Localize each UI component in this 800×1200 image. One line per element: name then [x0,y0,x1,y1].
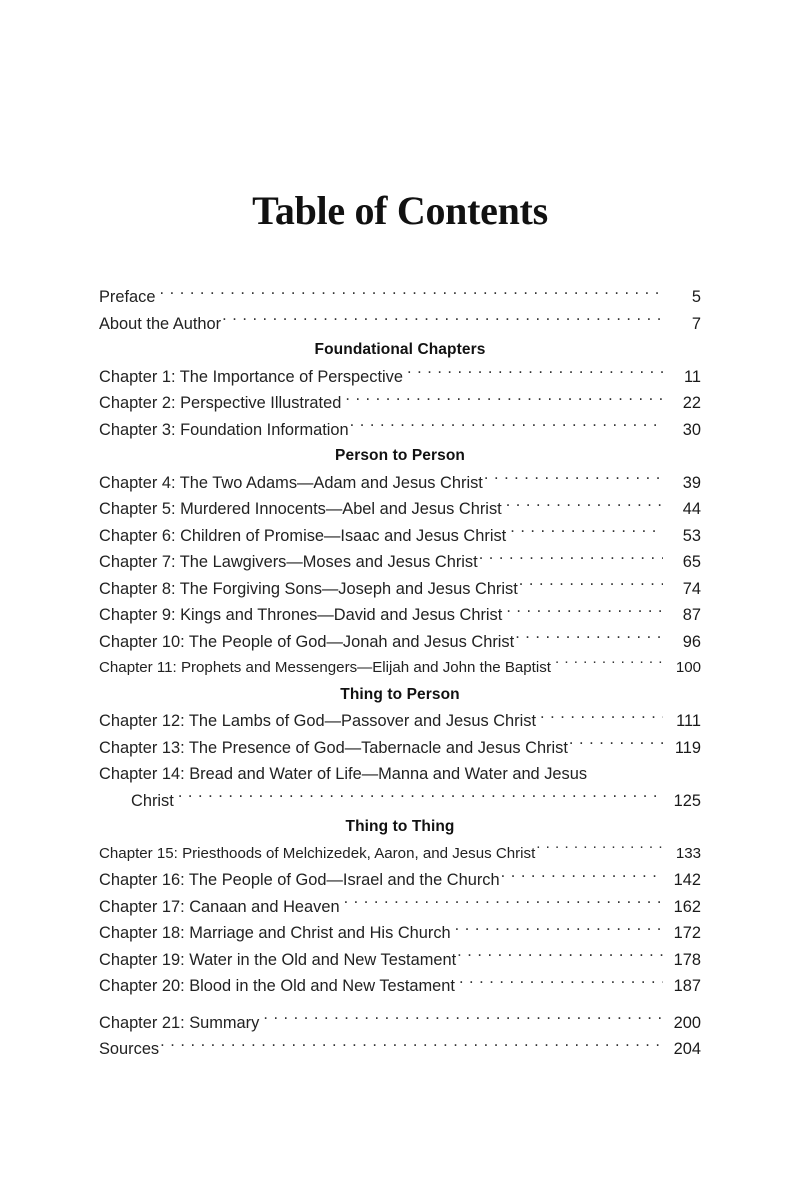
toc-entry-page: 142 [673,871,701,889]
dot-leader [222,312,663,328]
toc-entry-label: Chapter 4: The Two Adams—Adam and Jesus Christ [99,473,483,492]
toc-entry-label: Chapter 10: The People of God—Jonah and Jesus Christ [99,632,515,651]
toc-entry-preface[interactable] [99,284,701,311]
toc-entry-label: About the Author [99,314,222,333]
toc-entry-chapter-10[interactable] [99,629,701,656]
toc-entry-chapter-2[interactable] [99,390,701,417]
toc-entry-chapter-3[interactable] [99,417,701,444]
dot-leader [555,657,663,672]
dot-leader [536,842,663,857]
toc-entry-chapter-8[interactable] [99,576,701,603]
toc-entry-chapter-19[interactable] [99,947,701,974]
toc-entry-label: Chapter 11: Prophets and Messengers—Elijah and John the Baptist [99,659,551,676]
toc-entry-chapter-9[interactable] [99,602,701,629]
dot-leader [515,630,663,646]
toc-entry-chapter-11[interactable] [99,655,701,682]
toc-entry-page: 133 [675,844,701,862]
dot-leader [455,922,663,938]
toc-list [99,284,701,1063]
toc-entry-chapter-20[interactable] [99,973,701,1000]
toc-entry-label: Chapter 6: Children of Promise—Isaac and Jesus Christ [99,526,507,545]
toc-entry-chapter-13[interactable] [99,735,701,762]
toc-entry-label: Chapter 18: Marriage and Christ and His Church [99,924,451,942]
toc-entry-chapter-16[interactable] [99,867,701,894]
toc-entry-page: 119 [674,738,701,757]
toc-entry-page: 162 [673,897,701,916]
toc-entry-page: 11 [683,367,701,386]
toc-entry-label: Chapter 5: Murdered Innocents—Abel and Jesus Christ [99,500,502,518]
dot-leader [479,551,663,567]
toc-entry-label: Chapter 1: The Importance of Perspective [99,367,403,386]
toc-entry-label: Chapter 20: Blood in the Old and New Testament [99,977,455,995]
toc-entry-chapter-14[interactable] [99,761,701,788]
dot-leader [506,604,663,620]
dot-leader [345,392,663,408]
toc-entry-label: Chapter 13: The Presence of God—Tabernacle and Jesus Christ [99,738,568,757]
section-heading-thing-to-thing: Thing to Thing [345,818,455,835]
toc-entry-label: Chapter 15: Priesthoods of Melchizedek, Aaron, and Jesus Christ [99,844,536,862]
toc-entry-label: Chapter 14: Bread and Water of Life—Manna and Water and Jesus [99,765,588,783]
toc-entry-label: Christ [131,791,174,810]
dot-leader [540,710,663,726]
toc-entry-label: Chapter 9: Kings and Thrones—David and Jesus Christ [99,606,503,624]
dot-leader [459,975,663,991]
toc-entry-chapter-14-continued[interactable] [99,788,701,815]
toc-entry-page: 125 [673,791,701,810]
toc-entry-label: Chapter 2: Perspective Illustrated [99,394,342,412]
dot-leader [178,789,663,805]
toc-entry-page: 5 [691,288,701,306]
dot-leader [510,524,663,540]
dot-leader [344,895,663,911]
toc-entry-page: 39 [682,473,701,492]
toc-entry-page: 187 [673,977,701,995]
toc-entry-chapter-6[interactable] [99,523,701,550]
toc-entry-chapter-18[interactable] [99,920,701,947]
toc-entry-page: 7 [691,314,701,333]
dot-leader [160,1038,663,1054]
toc-entry-sources[interactable] [99,1036,701,1063]
toc-entry-chapter-17[interactable] [99,894,701,921]
page-title: Table of Contents [252,188,548,233]
dot-leader [407,365,663,381]
toc-entry-label: Sources [99,1040,160,1058]
toc-entry-page: 44 [682,500,701,518]
toc-entry-page: 22 [682,394,701,412]
toc-entry-page: 172 [673,924,701,942]
toc-entry-page: 53 [682,526,701,545]
toc-entry-page: 87 [682,606,701,624]
toc-entry-about-the-author[interactable] [99,311,701,338]
dot-leader [350,418,663,434]
toc-entry-label: Preface [99,288,156,306]
toc-entry-label: Chapter 17: Canaan and Heaven [99,897,340,916]
toc-entry-chapter-12[interactable] [99,708,701,735]
dot-leader [160,286,664,302]
toc-entry-label: Chapter 7: The Lawgivers—Moses and Jesus Christ [99,553,478,571]
toc-entry-chapter-7[interactable] [99,549,701,576]
dot-leader [484,471,663,487]
toc-entry-page: 100 [675,659,701,676]
toc-entry-label: Chapter 12: The Lambs of God—Passover and Jesus Christ [99,712,537,730]
toc-entry-page: 65 [682,553,701,571]
dot-leader [506,498,663,514]
toc-entry-chapter-1[interactable] [99,364,701,391]
dot-leader [457,948,663,964]
toc-entry-label: Chapter 8: The Forgiving Sons—Joseph and Jesus Christ [99,579,518,598]
dot-leader [501,869,663,885]
toc-entry-label: Chapter 21: Summary [99,1013,260,1032]
toc-entry-label: Chapter 3: Foundation Information [99,420,349,439]
dot-leader [569,736,663,752]
toc-entry-page: 178 [673,950,701,969]
dot-leader [519,577,663,593]
toc-entry-page: 96 [682,632,701,651]
toc-entry-page: 111 [676,712,701,730]
section-heading-thing-to-person: Thing to Person [340,685,460,703]
toc-entry-page: 204 [673,1040,701,1058]
dot-leader [591,763,663,779]
toc-entry-label: Chapter 19: Water in the Old and New Testament [99,950,457,969]
section-heading-foundational-chapters: Foundational Chapters [314,341,486,358]
section-heading-person-to-person: Person to Person [335,447,465,464]
toc-entry-chapter-21[interactable] [99,1010,701,1037]
toc-entry-chapter-4[interactable] [99,470,701,497]
toc-entry-page: 200 [673,1013,701,1032]
toc-entry-page: 74 [682,579,701,598]
toc-entry-chapter-15[interactable] [99,841,701,868]
toc-entry-label: Chapter 16: The People of God—Israel and the Church [99,871,500,889]
toc-entry-chapter-5[interactable] [99,496,701,523]
dot-leader [263,1011,663,1027]
toc-entry-page: 30 [682,420,701,439]
